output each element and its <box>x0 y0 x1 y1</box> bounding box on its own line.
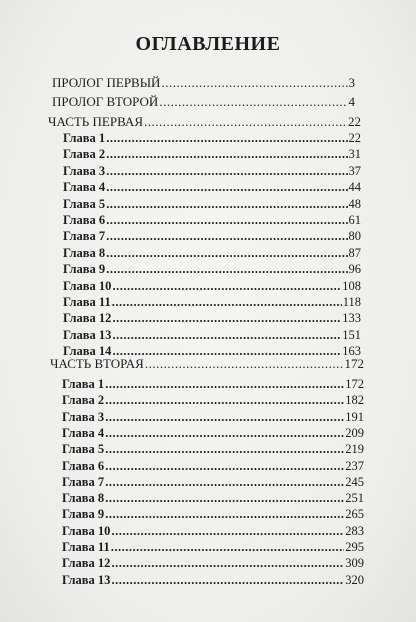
entry-page-number: 61 <box>348 213 361 227</box>
entry-title: Глава 8 <box>63 245 106 260</box>
dot-leader <box>106 180 347 194</box>
dot-leader <box>106 131 347 145</box>
toc-entry-chapter <box>63 213 361 227</box>
entry-page-number: 209 <box>345 425 364 440</box>
toc-entry-chapter <box>63 295 361 309</box>
toc-entry-chapter <box>62 507 364 521</box>
entry-page-number: 295 <box>345 540 364 554</box>
entry-page-number: 309 <box>345 556 364 571</box>
toc-entry-chapter <box>62 540 364 554</box>
dot-leader <box>112 279 341 293</box>
dot-leader <box>105 442 344 456</box>
entry-title: Глава 10 <box>63 278 112 293</box>
dot-leader <box>111 573 344 587</box>
dot-leader <box>105 426 344 440</box>
entry-title: Глава 11 <box>62 540 110 554</box>
entry-title: ЧАСТЬ ВТОРАЯ <box>50 356 144 371</box>
dot-leader <box>105 377 344 391</box>
entry-title: Глава 1 <box>62 377 105 391</box>
toc-entry-chapter <box>63 229 361 243</box>
toc-entry-chapter <box>63 279 361 293</box>
entry-title: Глава 8 <box>62 491 105 506</box>
toc-entry-chapter <box>63 328 361 342</box>
entry-page-number: 163 <box>342 344 361 359</box>
entry-title: Глава 3 <box>62 409 105 424</box>
entry-page-number: 96 <box>348 262 361 277</box>
dot-leader <box>111 540 345 554</box>
toc-entry-part <box>50 357 364 371</box>
entry-page-number: 22 <box>348 114 361 129</box>
entry-title: ПРОЛОГ ВТОРОЙ <box>52 94 159 109</box>
entry-page-number: 48 <box>348 196 361 211</box>
entry-title: Глава 13 <box>62 572 111 587</box>
entry-title: Глава 1 <box>63 131 106 145</box>
entry-page-number: 245 <box>345 474 364 489</box>
entry-page-number: 44 <box>348 180 361 195</box>
entry-page-number: 283 <box>345 523 364 538</box>
dot-leader <box>161 76 347 90</box>
entry-page-number: 191 <box>345 409 364 424</box>
page-title: ОГЛАВЛЕНИЕ <box>135 33 281 55</box>
entry-title: Глава 7 <box>63 229 106 244</box>
entry-page-number: 133 <box>342 311 361 326</box>
entry-title: Глава 11 <box>63 295 111 309</box>
dot-leader <box>112 311 341 325</box>
entry-title: Глава 12 <box>63 311 112 326</box>
toc-entry-prologue <box>52 95 355 109</box>
dot-leader <box>106 213 347 227</box>
entry-title: Глава 5 <box>62 442 105 457</box>
toc-entry-chapter <box>63 311 361 325</box>
entry-title: Глава 3 <box>63 163 106 178</box>
dot-leader <box>112 295 342 309</box>
entry-page-number: 22 <box>348 131 361 145</box>
entry-title: ПРОЛОГ ПЕРВЫЙ <box>52 75 161 90</box>
entry-title: Глава 4 <box>62 425 105 440</box>
entry-page-number: 31 <box>348 147 361 162</box>
entry-page-number: 37 <box>348 163 361 178</box>
entry-page-number: 182 <box>345 393 364 408</box>
entry-page-number: 219 <box>345 442 364 457</box>
toc-entry-chapter <box>62 393 364 407</box>
entry-title: Глава 6 <box>62 458 105 473</box>
toc-entry-chapter <box>63 180 361 194</box>
entry-page-number: 237 <box>345 458 364 473</box>
entry-page-number: 118 <box>342 295 361 309</box>
toc-entry-chapter <box>63 197 361 211</box>
dot-leader <box>106 262 347 276</box>
entry-title: Глава 10 <box>62 523 111 538</box>
toc-entry-chapter <box>62 410 364 424</box>
dot-leader <box>105 475 344 489</box>
entry-page-number: 151 <box>342 327 361 342</box>
entry-page-number: 4 <box>348 94 355 109</box>
toc-entry-chapter <box>62 524 364 538</box>
dot-leader <box>145 357 344 371</box>
dot-leader <box>144 115 347 129</box>
toc-entry-chapter <box>62 491 364 505</box>
toc-entry-chapter <box>62 442 364 456</box>
toc-entry-chapter <box>63 262 361 276</box>
toc-entry-chapter <box>62 556 364 570</box>
entry-title: Глава 9 <box>63 262 106 277</box>
entry-title: Глава 12 <box>62 556 111 571</box>
toc-entry-prologue <box>52 76 355 90</box>
dot-leader <box>106 246 347 260</box>
entry-title: ЧАСТЬ ПЕРВАЯ <box>48 114 143 129</box>
entry-page-number: 320 <box>345 572 364 587</box>
dot-leader <box>105 491 344 505</box>
entry-title: Глава 6 <box>63 213 106 227</box>
entry-title: Глава 13 <box>63 327 112 342</box>
toc-entry-chapter <box>62 459 364 473</box>
dot-leader <box>105 393 344 407</box>
entry-page-number: 251 <box>345 491 364 506</box>
toc-entry-chapter <box>62 573 364 587</box>
dot-leader <box>106 164 347 178</box>
toc-entry-chapter <box>62 475 364 489</box>
toc-entry-part <box>48 115 361 129</box>
dot-leader <box>159 95 347 109</box>
entry-page-number: 265 <box>345 507 364 522</box>
toc-entry-chapter <box>63 131 361 145</box>
dot-leader <box>106 229 347 243</box>
entry-title: Глава 14 <box>63 344 112 359</box>
entry-page-number: 172 <box>345 377 364 391</box>
entry-title: Глава 7 <box>62 474 105 489</box>
toc-entry-chapter <box>63 147 361 161</box>
toc-entry-chapter <box>62 377 364 391</box>
entry-page-number: 87 <box>348 245 361 260</box>
entry-title: Глава 2 <box>63 147 106 162</box>
dot-leader <box>105 507 344 521</box>
dot-leader <box>106 147 347 161</box>
entry-page-number: 172 <box>344 356 364 371</box>
dot-leader <box>111 556 344 570</box>
entry-title: Глава 9 <box>62 507 105 522</box>
entry-title: Глава 5 <box>63 196 106 211</box>
entry-title: Глава 4 <box>63 180 106 195</box>
dot-leader <box>105 410 344 424</box>
dot-leader <box>111 524 344 538</box>
toc-entry-chapter <box>62 426 364 440</box>
dot-leader <box>105 459 344 473</box>
toc-entry-chapter <box>63 246 361 260</box>
toc-entry-chapter <box>63 164 361 178</box>
entry-page-number: 108 <box>342 278 361 293</box>
entry-page-number: 80 <box>348 229 361 244</box>
dot-leader <box>106 197 347 211</box>
dot-leader <box>112 328 341 342</box>
entry-page-number: 3 <box>348 75 355 90</box>
entry-title: Глава 2 <box>62 393 105 408</box>
